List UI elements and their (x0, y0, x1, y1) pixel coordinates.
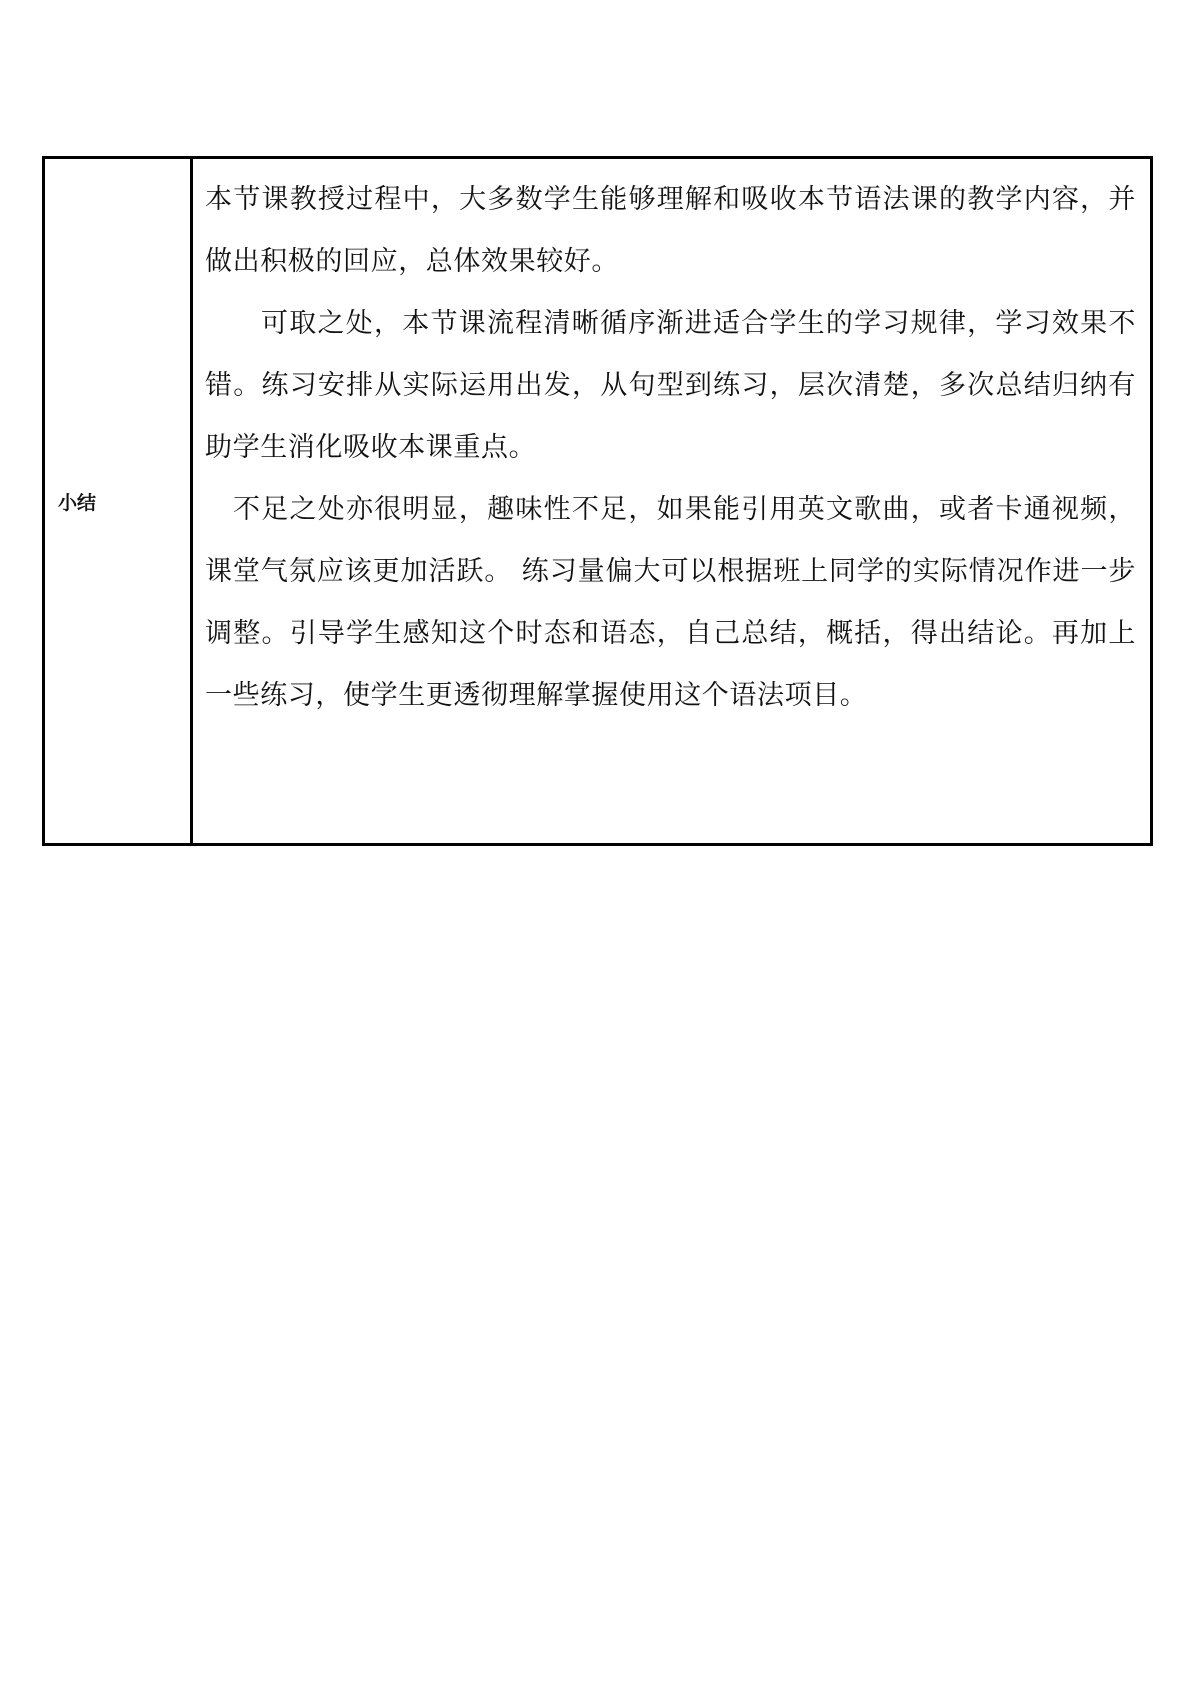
summary-content (193, 159, 1150, 843)
summary-paragraph-1: 本节课教授过程中，大多数学生能够理解和吸收本节语法课的教学内容，并做出积极的回应，总体效果较好。 (205, 184, 1136, 277)
row-label (45, 159, 193, 843)
summary-table (42, 156, 1153, 846)
row-label-text: 小结 (58, 491, 97, 514)
summary-paragraph-3: 不足之处亦很明显，趣味性不足，如果能引用英文歌曲，或者卡通视频，课堂气氛应该更加活跃。 练习量偏大可以根据班上同学的实际情况作进一步调整。引导学生感知这个时态和语态，自己总结，概括，得出结论。再加上一些练习，使学生更透彻理解掌握使用这个语法项目。 (205, 494, 1136, 711)
summary-paragraph-2: 可取之处，本节课流程清晰循序渐进适合学生的学习规律，学习效果不错。练习安排从实际运用出发，从句型到练习，层次清楚，多次总结归纳有助学生消化吸收本课重点。 (205, 308, 1136, 463)
